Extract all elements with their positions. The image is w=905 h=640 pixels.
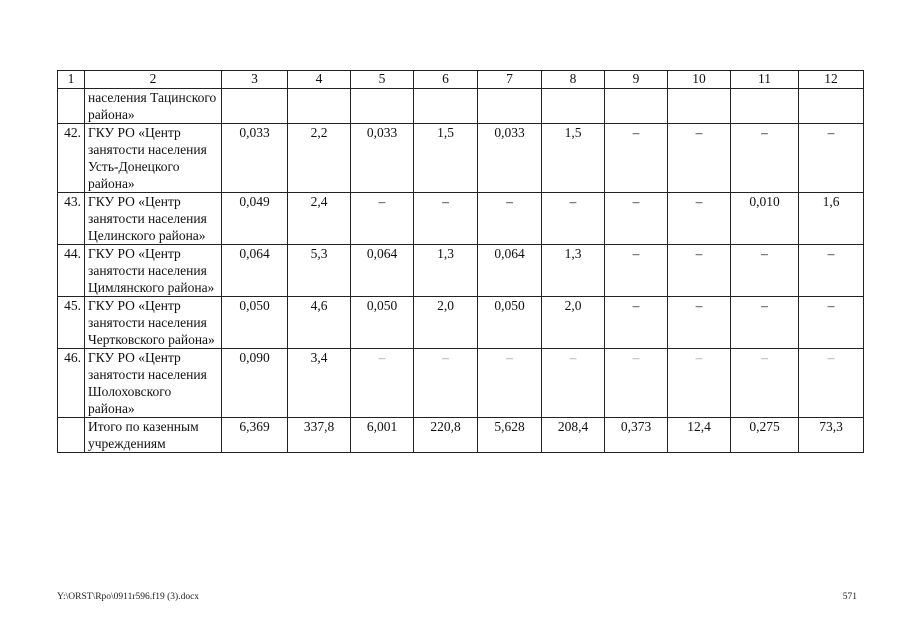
value-cell: 6,369 xyxy=(222,418,288,453)
value-cell: – xyxy=(799,349,864,418)
table-row xyxy=(58,89,864,124)
row-number: 45. xyxy=(58,297,85,349)
table-body xyxy=(58,89,864,453)
institution-name: ГКУ РО «Центр занятости населения Целинского района» xyxy=(85,193,222,245)
row-number: 46. xyxy=(58,349,85,418)
value-cell: 0,050 xyxy=(351,297,414,349)
value-cell: – xyxy=(605,193,668,245)
column-header: 3 xyxy=(222,71,288,89)
value-cell xyxy=(414,89,478,124)
value-cell: – xyxy=(668,245,731,297)
value-cell: 0,033 xyxy=(478,124,542,193)
value-cell xyxy=(731,89,799,124)
page-number: 571 xyxy=(842,592,857,602)
value-cell: 4,6 xyxy=(288,297,351,349)
column-header: 1 xyxy=(58,71,85,89)
value-cell: – xyxy=(668,193,731,245)
value-cell: – xyxy=(478,349,542,418)
file-path-footer: Y:\ORST\Rpo\0911r596.f19 (3).docx xyxy=(57,592,200,602)
value-cell: 0,064 xyxy=(351,245,414,297)
value-cell: 12,4 xyxy=(668,418,731,453)
table-row xyxy=(58,349,864,418)
table-row xyxy=(58,245,864,297)
value-cell: 5,3 xyxy=(288,245,351,297)
value-cell: 0,064 xyxy=(222,245,288,297)
value-cell: 0,033 xyxy=(222,124,288,193)
value-cell: – xyxy=(414,349,478,418)
value-cell: 0,033 xyxy=(351,124,414,193)
institution-name: населения Тацинского района» xyxy=(85,89,222,124)
row-number: 43. xyxy=(58,193,85,245)
value-cell: – xyxy=(799,124,864,193)
row-number: 42. xyxy=(58,124,85,193)
value-cell: – xyxy=(478,193,542,245)
value-cell: – xyxy=(731,349,799,418)
column-header: 4 xyxy=(288,71,351,89)
value-cell: – xyxy=(351,193,414,245)
value-cell: 1,5 xyxy=(414,124,478,193)
value-cell: 0,050 xyxy=(222,297,288,349)
value-cell xyxy=(605,89,668,124)
value-cell: 0,275 xyxy=(731,418,799,453)
column-header: 5 xyxy=(351,71,414,89)
column-header: 7 xyxy=(478,71,542,89)
value-cell: 2,2 xyxy=(288,124,351,193)
value-cell: – xyxy=(605,124,668,193)
value-cell: 73,3 xyxy=(799,418,864,453)
value-cell: 1,3 xyxy=(542,245,605,297)
value-cell: – xyxy=(731,124,799,193)
value-cell: – xyxy=(414,193,478,245)
value-cell: 1,5 xyxy=(542,124,605,193)
value-cell: 0,064 xyxy=(478,245,542,297)
table-row xyxy=(58,297,864,349)
value-cell xyxy=(542,89,605,124)
column-header: 9 xyxy=(605,71,668,89)
value-cell: 337,8 xyxy=(288,418,351,453)
column-header: 10 xyxy=(668,71,731,89)
value-cell: 0,010 xyxy=(731,193,799,245)
value-cell: – xyxy=(668,124,731,193)
institution-name: ГКУ РО «Центр занятости населения Цимлянского района» xyxy=(85,245,222,297)
value-cell: – xyxy=(799,245,864,297)
value-cell: 2,4 xyxy=(288,193,351,245)
value-cell: – xyxy=(799,297,864,349)
row-number xyxy=(58,89,85,124)
value-cell: 0,373 xyxy=(605,418,668,453)
value-cell: – xyxy=(605,245,668,297)
value-cell: 208,4 xyxy=(542,418,605,453)
column-header: 11 xyxy=(731,71,799,89)
column-header: 6 xyxy=(414,71,478,89)
value-cell xyxy=(478,89,542,124)
value-cell: – xyxy=(605,349,668,418)
data-table xyxy=(57,70,864,453)
value-cell: – xyxy=(668,349,731,418)
column-header: 12 xyxy=(799,71,864,89)
value-cell: – xyxy=(351,349,414,418)
institution-name: ГКУ РО «Центр занятости населения Чертковского района» xyxy=(85,297,222,349)
column-header: 8 xyxy=(542,71,605,89)
value-cell: 1,6 xyxy=(799,193,864,245)
row-number xyxy=(58,418,85,453)
column-number-row xyxy=(58,71,864,89)
value-cell: 0,049 xyxy=(222,193,288,245)
value-cell xyxy=(799,89,864,124)
institution-name: ГКУ РО «Центр занятости населения Шолоховского района» xyxy=(85,349,222,418)
value-cell: – xyxy=(542,193,605,245)
table-row xyxy=(58,193,864,245)
column-header: 2 xyxy=(85,71,222,89)
value-cell: – xyxy=(668,297,731,349)
value-cell: 2,0 xyxy=(542,297,605,349)
value-cell: 0,090 xyxy=(222,349,288,418)
value-cell: – xyxy=(731,297,799,349)
value-cell xyxy=(288,89,351,124)
row-number: 44. xyxy=(58,245,85,297)
value-cell xyxy=(351,89,414,124)
value-cell: 3,4 xyxy=(288,349,351,418)
value-cell: – xyxy=(605,297,668,349)
institution-name: Итого по казенным учреждениям xyxy=(85,418,222,453)
value-cell: – xyxy=(542,349,605,418)
table-row xyxy=(58,418,864,453)
value-cell: 6,001 xyxy=(351,418,414,453)
table-row xyxy=(58,124,864,193)
value-cell: 2,0 xyxy=(414,297,478,349)
value-cell: – xyxy=(731,245,799,297)
institution-name: ГКУ РО «Центр занятости населения Усть-Донецкого района» xyxy=(85,124,222,193)
value-cell xyxy=(668,89,731,124)
value-cell xyxy=(222,89,288,124)
value-cell: 0,050 xyxy=(478,297,542,349)
value-cell: 5,628 xyxy=(478,418,542,453)
value-cell: 220,8 xyxy=(414,418,478,453)
value-cell: 1,3 xyxy=(414,245,478,297)
